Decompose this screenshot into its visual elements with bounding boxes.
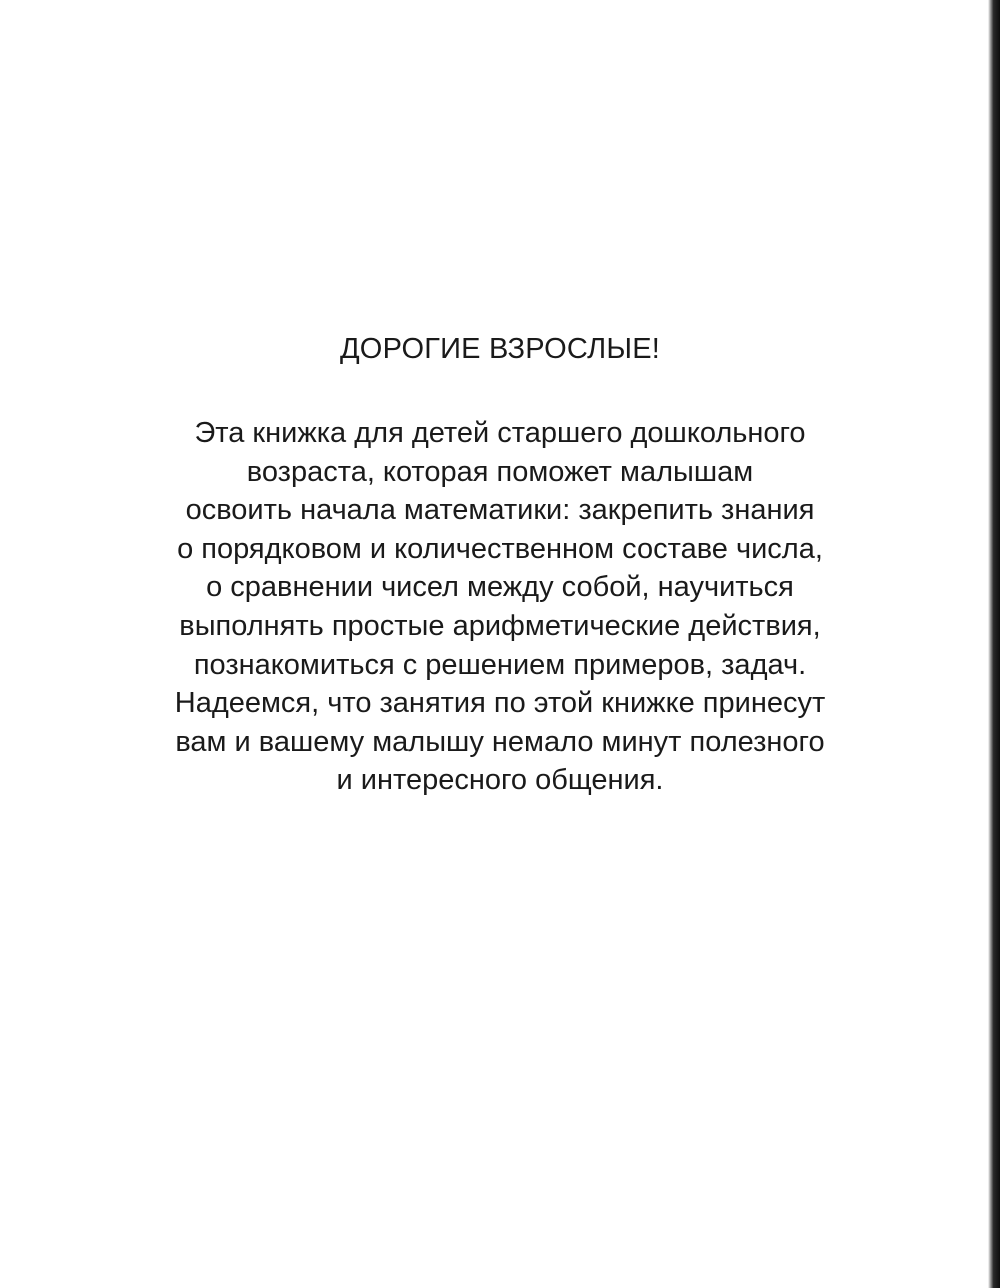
paragraph-line: освоить начала математики: закрепить знания <box>185 494 815 527</box>
paragraph-line: Надеемся, что занятия по этой книжке принесут <box>174 687 826 720</box>
paragraph-line: Эта книжка для детей старшего дошкольного <box>194 417 806 449</box>
foreword-paragraph <box>0 414 1000 800</box>
page-title: ДОРОГИЕ ВЗРОСЛЫЕ! <box>339 333 661 365</box>
paragraph-line: о порядковом и количественном составе числа, <box>177 532 823 565</box>
paragraph-line: о сравнении чисел между собой, научиться <box>206 571 794 604</box>
paragraph-line: вам и вашему малышу немало минут полезного <box>175 725 825 758</box>
paragraph-line: познакомиться с решением примеров, задач. <box>193 648 807 681</box>
paragraph-line: и интересного общения. <box>336 764 664 797</box>
paragraph-line: выполнять простые арифметические действия, <box>179 609 821 642</box>
foreword-block <box>0 330 1000 800</box>
paragraph-line: возраста, которая поможет малышам <box>246 455 754 488</box>
